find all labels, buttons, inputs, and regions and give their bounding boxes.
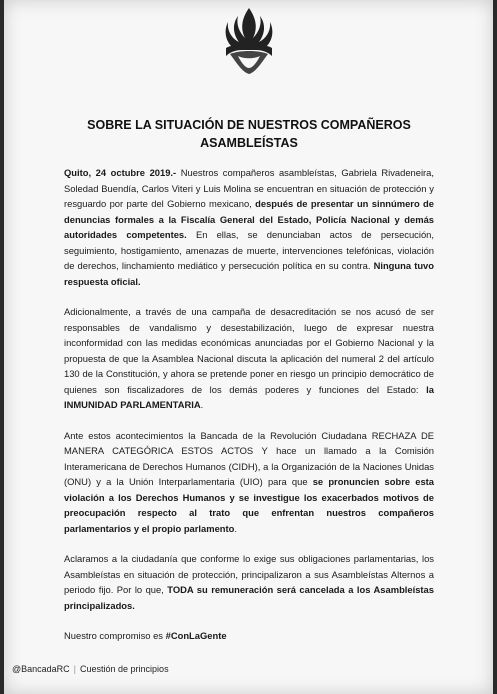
hashtag: #ConLaGente bbox=[165, 630, 227, 641]
paragraph-3 bbox=[64, 428, 434, 537]
footer-motto: Cuestión de principios bbox=[80, 664, 169, 674]
paragraph-4-bold-a: TODA su remuneración será cancelada a los Asambleístas principalizados. bbox=[64, 584, 434, 611]
footer-separator: | bbox=[73, 664, 77, 674]
paragraph-4-text-a: Aclaramos a la ciudadanía que conforme lo exige sus obligaciones parlamentarias, los Asambleístas en situación de protección, principalizaron a sus Asambleístas Alternos a periodo fijo. Por lo que, bbox=[64, 553, 434, 595]
date-line: Quito, 24 octubre 2019.- bbox=[64, 167, 177, 178]
paragraph-1-text-a: Nuestros compañeros asambleístas, Gabriela Rivadeneira, Soledad Buendía, Carlos Viteri y Luis Molina se encuentran en situación de protección y resguardo por parte del Gobierno mexicano, bbox=[64, 167, 434, 209]
document-page bbox=[4, 0, 493, 694]
revolucion-ciudadana-logo bbox=[218, 4, 280, 76]
document-body bbox=[64, 165, 434, 659]
paragraph-2-text-a: Adicionalmente, a través de una campaña de desacreditación se nos acusó de ser responsables de vandalismo y desestabilización, luego de expresar nuestra inconformidad con las medidas económicas anunciadas por el Gobierno Nacional y la propuesta de que la Asamblea Nacional discuta la aplicación del numeral 2 del artículo 130 de la Constitución, y ahora se pretende poner en riesgo un principio democrático de quienes son fiscalizadores de los demás poderes y funciones del Estado: bbox=[64, 306, 434, 395]
footer-handle: @BancadaRC bbox=[12, 664, 70, 674]
paragraph-1-bold-b: Ninguna tuvo respuesta oficial. bbox=[64, 260, 434, 287]
paragraph-1 bbox=[64, 165, 434, 289]
paragraph-5-text-a: Nuestro compromiso es bbox=[64, 630, 166, 641]
paragraph-4 bbox=[64, 551, 434, 613]
paragraph-3-bold-a: se pronuncien sobre esta violación a los Derechos Humanos y se investigue los exacerbados motivos de preocupación respecto al trato que enfrentan nuestros compañeros parlamentarios y el propio parlamento bbox=[64, 476, 434, 534]
paragraph-3-text-b: . bbox=[234, 522, 237, 534]
paragraph-2-bold-a: la INMUNIDAD PARLAMENTARIA bbox=[64, 383, 434, 410]
footer-signature bbox=[12, 664, 169, 674]
paragraph-1-text-b: En ellas, se denunciaban actos de persecución, seguimiento, hostigamiento, amenazas de muerte, intervenciones telefónicas, violación de derechos, linchamiento mediático y persecución política en su contra. bbox=[64, 229, 434, 271]
title-line-1: SOBRE LA SITUACIÓN DE NUESTROS COMPAÑEROS bbox=[87, 118, 411, 132]
paragraph-1-bold-a: después de presentar un sinnúmero de denuncias formales a la Fiscalía General del Estado, Policía Nacional y demás autoridades competentes. bbox=[64, 198, 434, 240]
document-title bbox=[64, 116, 434, 152]
paragraph-2-text-b: . bbox=[200, 399, 204, 410]
paragraph-2 bbox=[64, 304, 434, 413]
title-line-2: ASAMBLEÍSTAS bbox=[200, 136, 298, 150]
paragraph-5 bbox=[64, 628, 434, 644]
paragraph-3-text-a: Ante estos acontecimientos la Bancada de la Revolución Ciudadana RECHAZA DE MANERA CATEGÓRICA ESTOS ACTOS Y hace un llamado a la Comisión Interamericana de Derechos Humanos (CIDH), a la Organización de la Naciones Unidas (ONU) y a la Unión Interparlamentaria (UIO) para que bbox=[64, 429, 434, 487]
